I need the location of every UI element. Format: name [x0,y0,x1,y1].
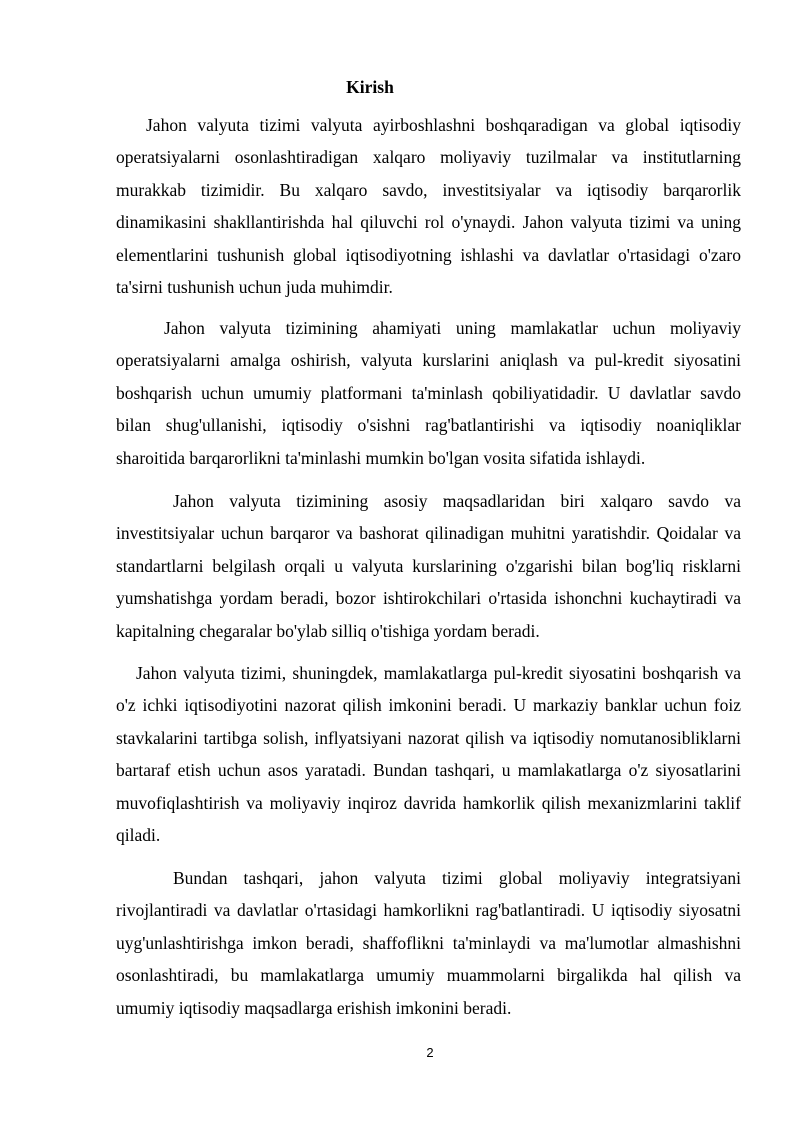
paragraph-2: Jahon valyuta tizimining ahamiyati uning mamlakatlar uchun moliyaviy operatsiyalarni amalga oshirish, valyuta kurslarini aniqlash va pul-kredit siyosatini boshqarish uchun umumiy platformani ta'minlash qobiliyatidadir. U davlatlar savdo bilan shug'ullanishi, iqtisodiy o'sishni rag'batlantirishi va iqtisodiy noaniqliklar sharoitida barqarorlikni ta'minlashi mumkin bo'lgan vosita sifatida ishlaydi. [116,318,741,468]
paragraph-4: Jahon valyuta tizimi, shuningdek, mamlakatlarga pul-kredit siyosatini boshqarish va o'z ichki iqtisodiyotini nazorat qilish imkonini beradi. U markaziy banklar uchun foiz stavkalarini tartibga solish, inflyatsiyani nazorat qilish va iqtisodiy nomutanosibliklarni bartaraf etish uchun asos yaratadi. Bundan tashqari, u mamlakatlarga o'z siyosatlarini muvofiqlashtirish va moliyaviy inqiroz davrida hamkorlik qilish mexanizmlarini taklif qiladi. [116,663,741,846]
section-title-text: Kirish [346,77,394,97]
paragraph-3: Jahon valyuta tizimining asosiy maqsadlaridan biri xalqaro savdo va investitsiyalar uchun barqaror va bashorat qilinadigan muhitni yaratishdir. Qoidalar va standartlarni belgilash orqali u valyuta kurslarining o'zgarishi bilan bog'liq risklarni yumshatishga yordam beradi, bozor ishtirokchilari o'rtasida ishonchni kuchaytiradi va kapitalning chegaralar bo'ylab silliq o'tishiga yordam beradi. [116,491,741,641]
paragraph-1: Jahon valyuta tizimi valyuta ayirboshlashni boshqaradigan va global iqtisodiy operatsiyalarni osonlashtiradigan xalqaro moliyaviy tuzilmalar va institutlarning murakkab tizimidir. Bu xalqaro savdo, investitsiyalar va iqtisodiy barqarorlik dinamikasini shakllantirishda hal qiluvchi rol o'ynaydi. Jahon valyuta tizimi va uning elementlarini tushunish global iqtisodiyotning ishlashi va davlatlar o'rtasidagi o'zaro ta'sirni tushunish uchun juda muhimdir. [116,115,741,298]
section-title [0,76,740,98]
page-number: 2 [426,1045,434,1060]
paragraph-5: Bundan tashqari, jahon valyuta tizimi global moliyaviy integratsiyani rivojlantiradi va davlatlar o'rtasidagi hamkorlikni rag'batlantiradi. U iqtisodiy siyosatni uyg'unlashtirishga imkon beradi, shaffoflikni ta'minlaydi va ma'lumotlar almashishni osonlashtiradi, bu mamlakatlarga umumiy muammolarni birgalikda hal qilish va umumiy iqtisodiy maqsadlarga erishish imkonini beradi. [116,868,741,1018]
